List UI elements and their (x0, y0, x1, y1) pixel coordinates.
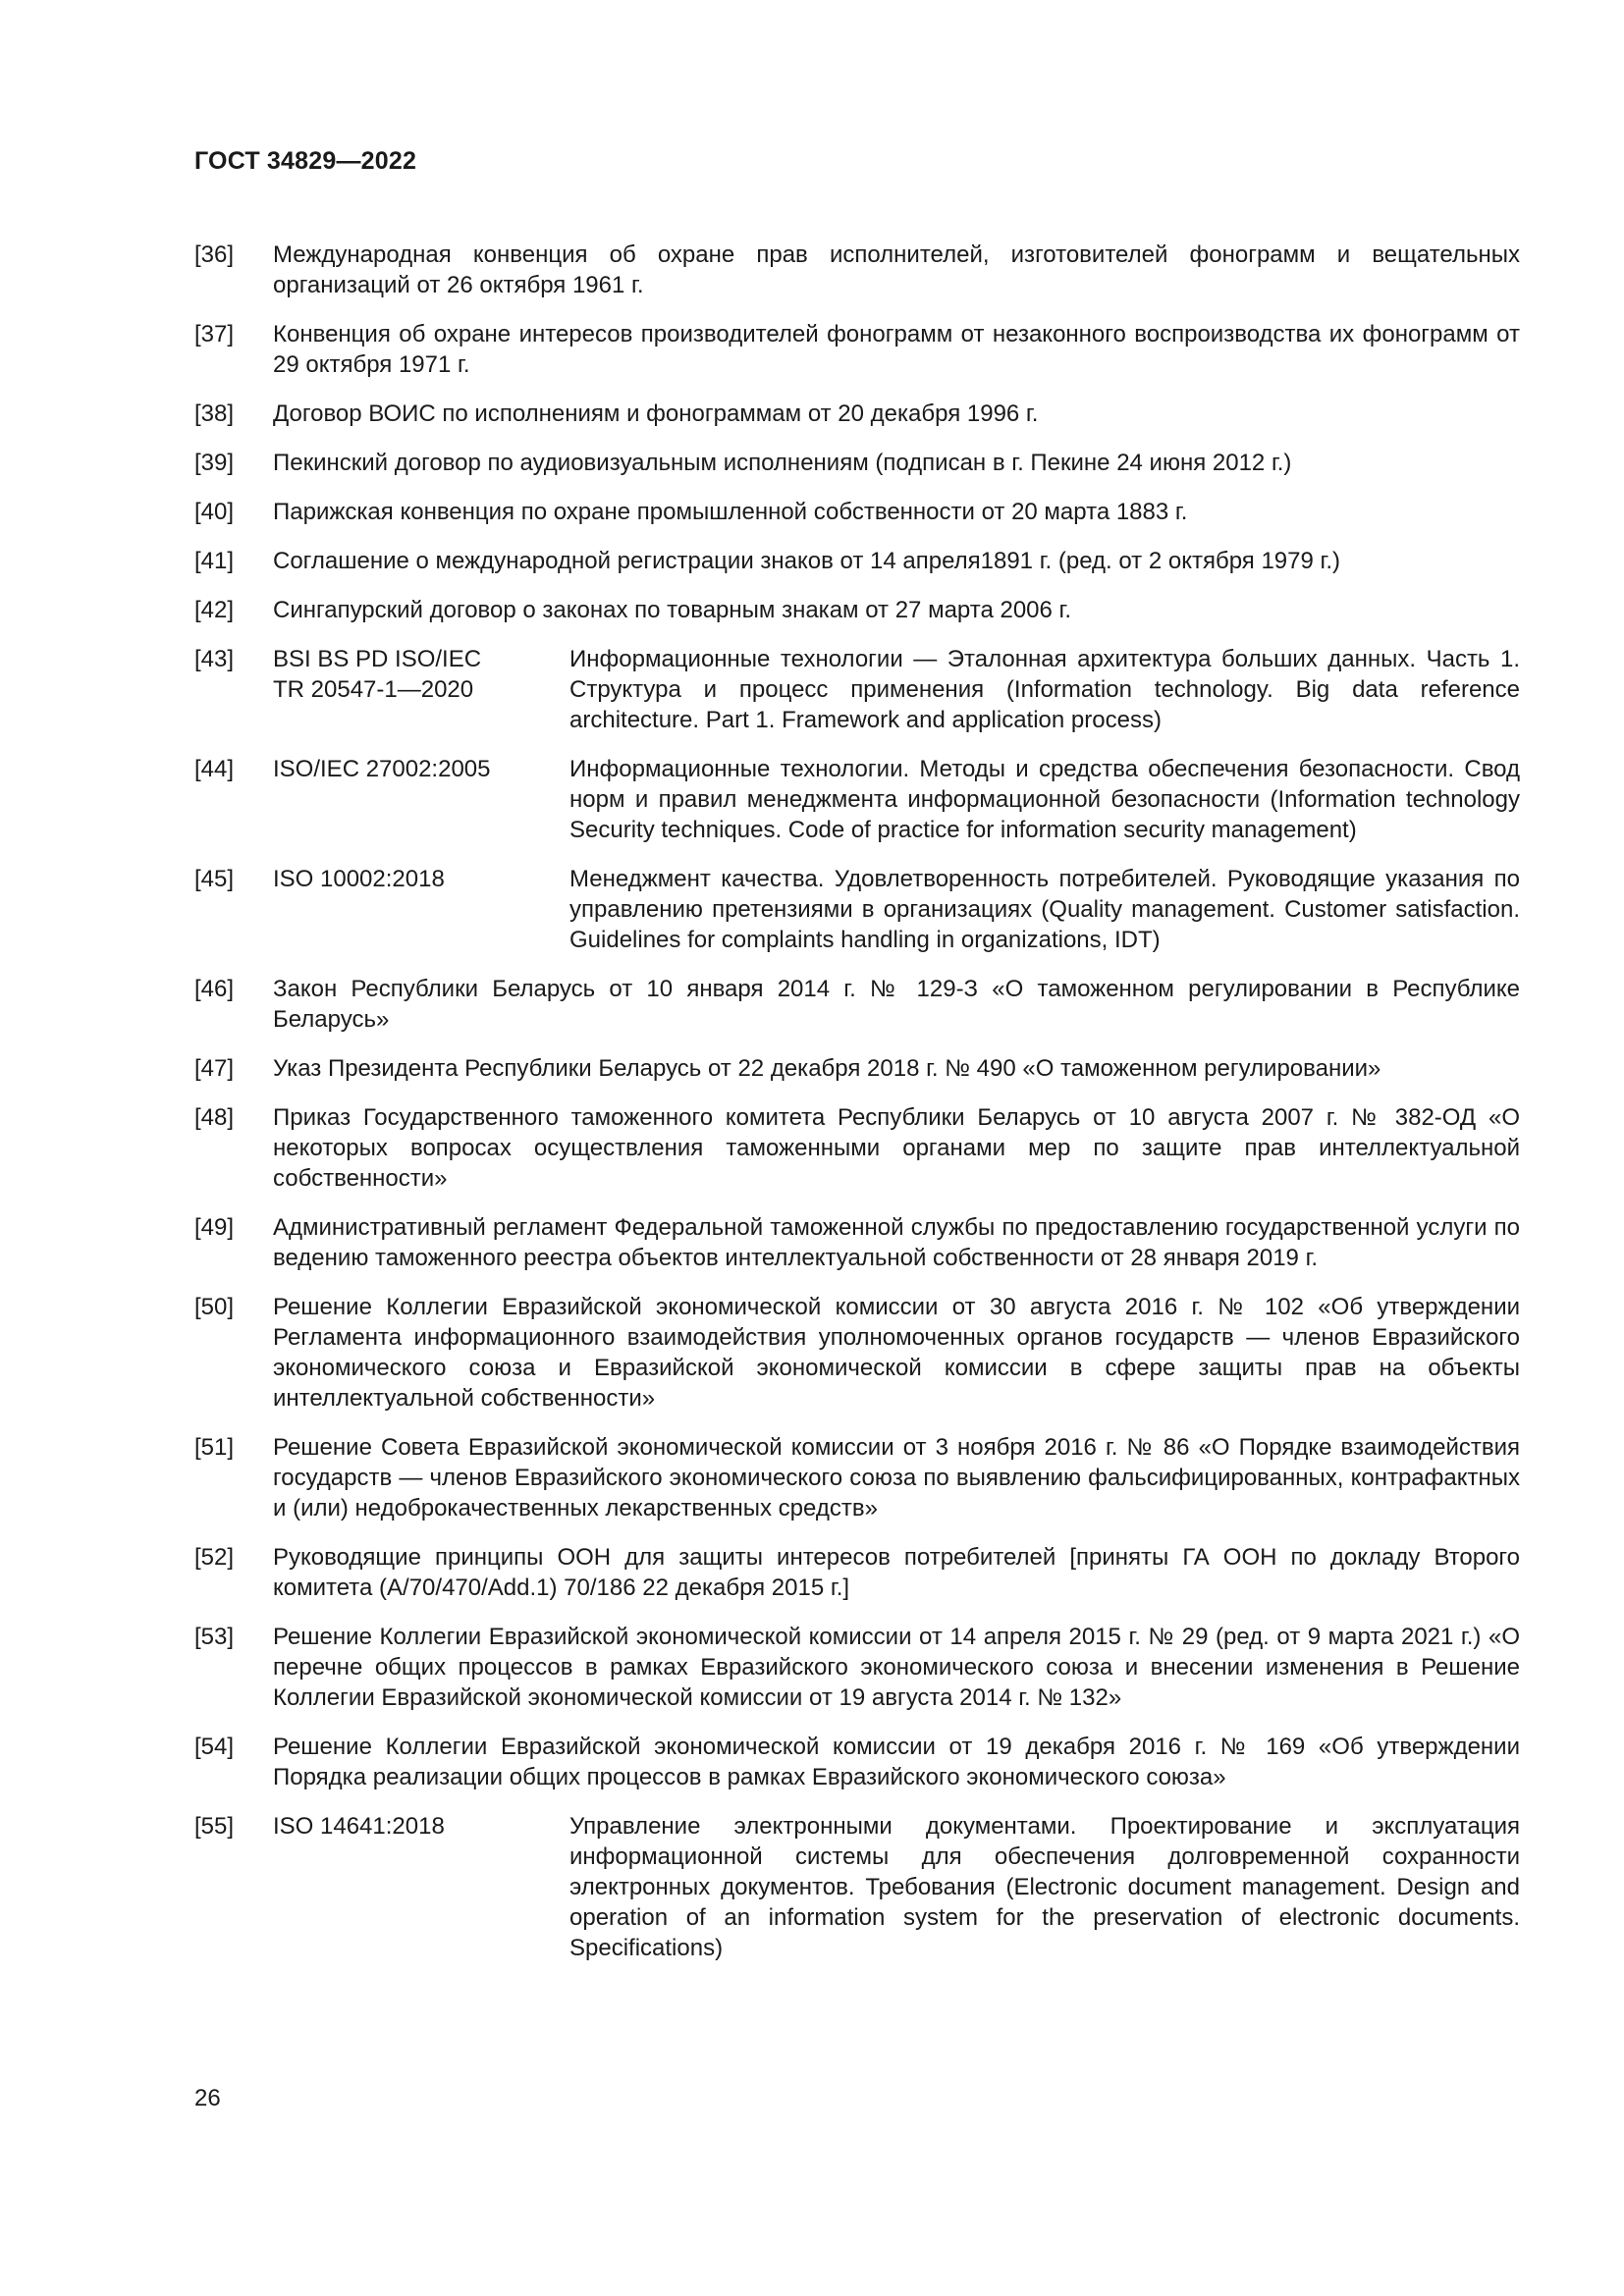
reference-number: [39] (194, 450, 235, 476)
reference-text: Конвенция об охране интересов производителей фонограмм от незаконного воспроизводства их фонограмм от 29 октября 1971 г. (273, 321, 1520, 378)
reference-description: Информационные технологии. Методы и средства обеспечения безопасности. Свод норм и правил менеджмента информационной безопасности (Information technology Security techniques. Code of practice for information security management) (569, 756, 1520, 843)
page-number: 26 (194, 2085, 221, 2111)
reference-number: [55] (194, 1813, 235, 1840)
reference-number: [49] (194, 1214, 235, 1241)
reference-item-42 (194, 595, 1520, 625)
reference-item-41 (194, 546, 1520, 576)
reference-item-49 (194, 1212, 1520, 1273)
reference-description: Менеджмент качества. Удовлетворенность потребителей. Руководящие указания по управлению претензиями в организациях (Quality management. Customer satisfaction. Guidelines for complaints handling in organizations, IDT) (569, 866, 1520, 953)
reference-number: [53] (194, 1624, 235, 1650)
reference-item-52 (194, 1542, 1520, 1603)
reference-standard-code: ISO/IEC 27002:2005 (273, 756, 491, 782)
reference-number: [40] (194, 499, 235, 525)
reference-standard-code: BSI BS PD ISO/IEC TR 20547-1—2020 (273, 646, 482, 703)
reference-item-51 (194, 1432, 1520, 1523)
reference-list (194, 240, 1520, 1982)
reference-item-53 (194, 1622, 1520, 1713)
reference-item-44 (194, 754, 1520, 845)
reference-text: Руководящие принципы ООН для защиты интересов потребителей [приняты ГА ООН по докладу Второго комитета (A/70/470/Add.1) 70/186 22 декабря 2015 г.] (273, 1544, 1520, 1601)
reference-number: [41] (194, 548, 235, 574)
reference-text: Решение Коллегии Евразийской экономической комиссии от 19 декабря 2016 г. № 169 «Об утверждении Порядка реализации общих процессов в рамках Евразийского экономического союза» (273, 1734, 1520, 1790)
reference-standard-code: ISO 14641:2018 (273, 1813, 445, 1840)
reference-number: [45] (194, 866, 235, 892)
reference-item-48 (194, 1102, 1520, 1194)
reference-text: Соглашение о международной регистрации знаков от 14 апреля1891 г. (ред. от 2 октября 1979 г.) (273, 548, 1340, 574)
reference-item-45 (194, 864, 1520, 955)
reference-number: [46] (194, 976, 235, 1002)
reference-number: [50] (194, 1294, 235, 1320)
reference-standard-code: ISO 10002:2018 (273, 866, 445, 892)
reference-item-40 (194, 497, 1520, 527)
reference-number: [36] (194, 241, 235, 268)
reference-description: Управление электронными документами. Проектирование и эксплуатация информационной системы для обеспечения долговременной сохранности электронных документов. Требования (Electronic document management. Design and operation of an information system for the preservation of electronic documents. Specifications) (569, 1813, 1520, 1961)
reference-item-54 (194, 1732, 1520, 1792)
reference-number: [42] (194, 597, 235, 623)
reference-text: Решение Коллегии Евразийской экономической комиссии от 30 августа 2016 г. № 102 «Об утверждении Регламента информационного взаимодействия уполномоченных органов государств — членов Евразийского экономического союза и Евразийской экономической комиссии в сфере защиты прав на объекты интеллектуальной собственности» (273, 1294, 1520, 1412)
reference-text: Сингапурский договор о законах по товарным знакам от 27 марта 2006 г. (273, 597, 1072, 623)
reference-item-47 (194, 1053, 1520, 1084)
reference-text: Указ Президента Республики Беларусь от 22 декабря 2018 г. № 490 «О таможенном регулировании» (273, 1055, 1381, 1082)
reference-number: [43] (194, 646, 235, 672)
reference-text: Закон Республики Беларусь от 10 января 2014 г. № 129-З «О таможенном регулировании в Республике Беларусь» (273, 976, 1520, 1033)
reference-description: Информационные технологии — Эталонная архитектура больших данных. Часть 1. Структура и процесс применения (Information technology. Big data reference architecture. Part 1. Framework and application process) (569, 646, 1520, 733)
reference-item-37 (194, 319, 1520, 380)
reference-text: Пекинский договор по аудиовизуальным исполнениям (подписан в г. Пекине 24 июня 2012 г.) (273, 450, 1292, 476)
reference-number: [38] (194, 400, 235, 427)
reference-text: Международная конвенция об охране прав исполнителей, изготовителей фонограмм и вещательных организаций от 26 октября 1961 г. (273, 241, 1520, 298)
reference-item-55 (194, 1811, 1520, 1963)
reference-text: Решение Коллегии Евразийской экономической комиссии от 14 апреля 2015 г. № 29 (ред. от 9 марта 2021 г.) «О перечне общих процессов в рамках Евразийского экономического союза и внесении изменения в Решение Коллегии Евразийской экономической комиссии от 19 августа 2014 г. № 132» (273, 1624, 1520, 1711)
reference-number: [54] (194, 1734, 235, 1760)
reference-number: [47] (194, 1055, 235, 1082)
reference-text: Решение Совета Евразийской экономической комиссии от 3 ноября 2016 г. № 86 «О Порядке взаимодействия государств — членов Евразийского экономического союза по выявлению фальсифицированных, контрафактных и (или) недоброкачественных лекарственных средств» (273, 1434, 1520, 1522)
reference-text: Парижская конвенция по охране промышленной собственности от 20 марта 1883 г. (273, 499, 1188, 525)
reference-number: [48] (194, 1104, 235, 1131)
document-header: ГОСТ 34829—2022 (194, 147, 417, 175)
reference-item-43 (194, 644, 1520, 735)
reference-number: [44] (194, 756, 235, 782)
reference-text: Административный регламент Федеральной таможенной службы по предоставлению государственной услуги по ведению таможенного реестра объектов интеллектуальной собственности от 28 января 2019 г. (273, 1214, 1520, 1271)
reference-item-38 (194, 399, 1520, 429)
reference-item-36 (194, 240, 1520, 300)
reference-text: Договор ВОИС по исполнениям и фонограммам от 20 декабря 1996 г. (273, 400, 1039, 427)
reference-number: [51] (194, 1434, 235, 1461)
reference-number: [37] (194, 321, 235, 347)
reference-item-50 (194, 1292, 1520, 1414)
reference-number: [52] (194, 1544, 235, 1571)
reference-text: Приказ Государственного таможенного комитета Республики Беларусь от 10 августа 2007 г. № 382-ОД «О некоторых вопросах осуществления таможенными органами мер по защите прав интеллектуальной собственности» (273, 1104, 1520, 1192)
reference-item-46 (194, 974, 1520, 1035)
reference-item-39 (194, 448, 1520, 478)
